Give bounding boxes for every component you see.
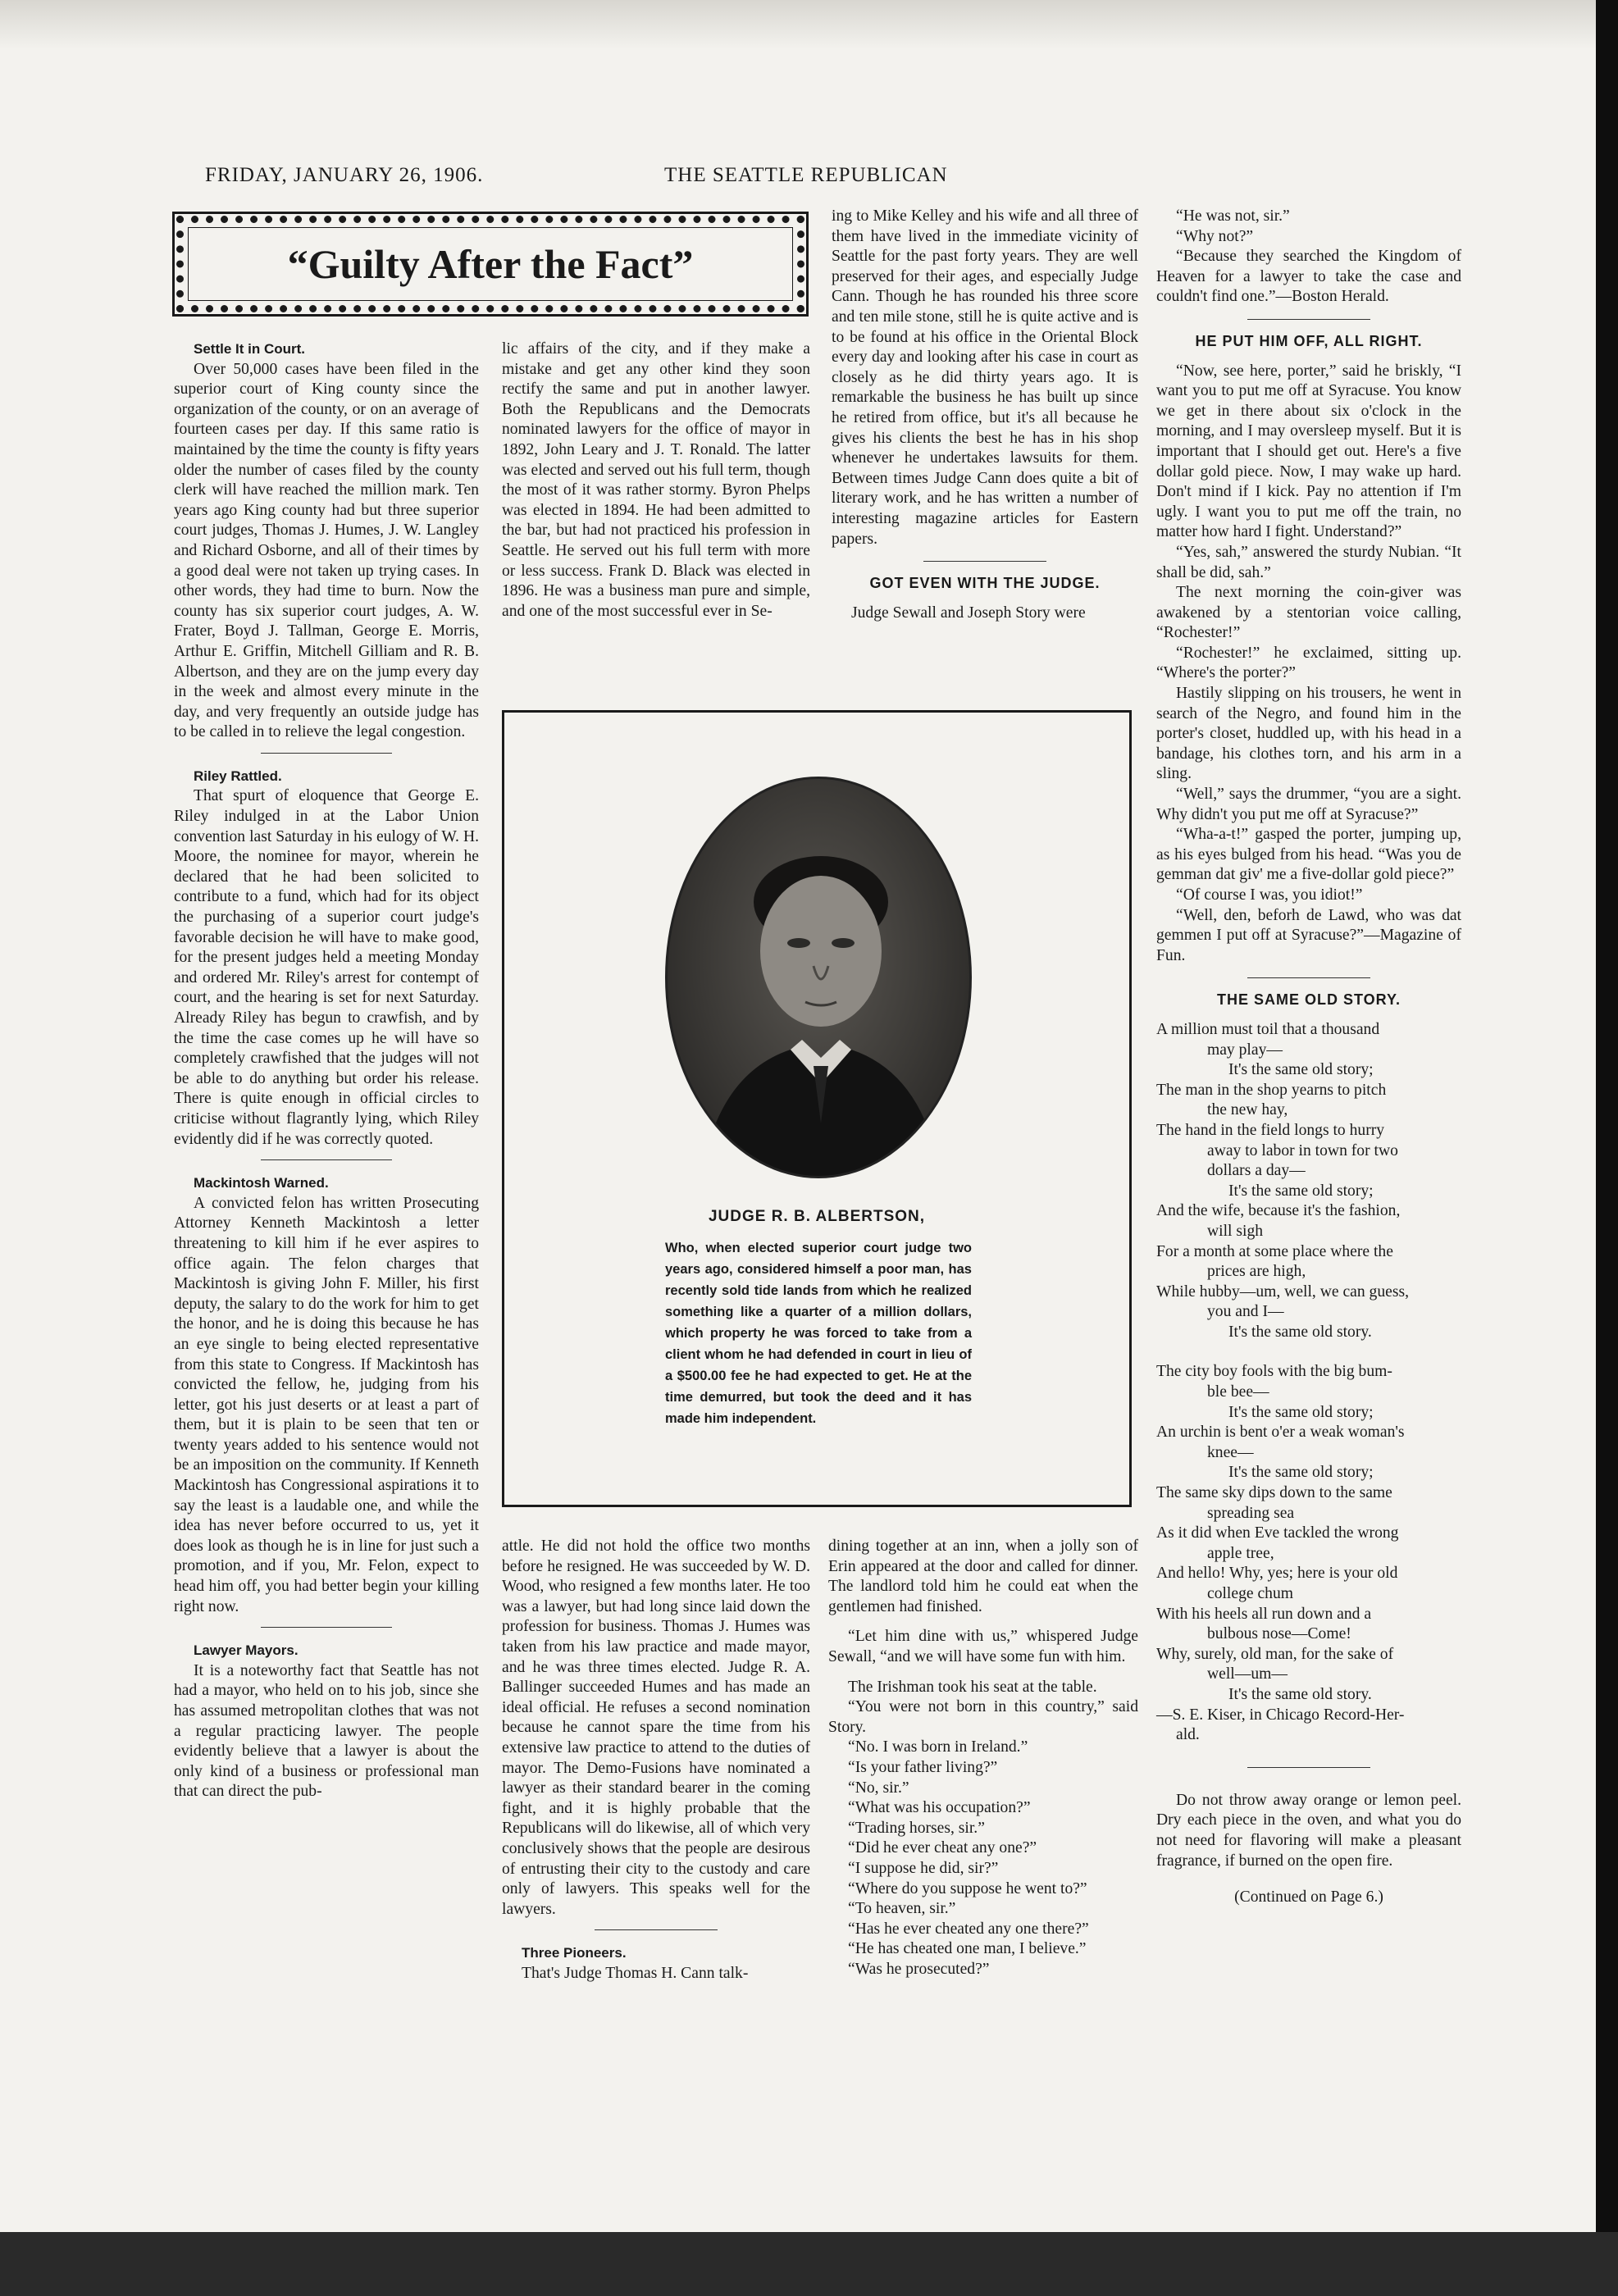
column-3-bottom (828, 1537, 1138, 1979)
poem-line: prices are high, (1207, 1263, 1306, 1281)
paragraph: “Yes, sah,” answered the sturdy Nubian. “It shall be did, sah.” (1156, 543, 1461, 581)
continued-notice: (Continued on Page 6.) (1234, 1888, 1383, 1906)
paragraph: The next morning the coin-giver was awakened by a stentorian voice calling, “Rochester!” (1156, 584, 1461, 642)
paragraph: A convicted felon has written Prosecuting Attorney Kenneth Mackintosh a letter threatening to kill him if he ever aspires to office again. The felon charges that Mackintosh is giving John F. Miller, his first deputy, the salary to do the work for him to get the honor, and he is doing this because he has an eye single to being elected representative from this state to Congress. If Mackintosh has convicted the fellow, he, judging from his letter, got his just deserts or at least a part of them, but it is plain to be seen that ten or twenty years added to his sentence would not be an imposition on the community. If Kenneth Mackintosh has Congressional aspirations it to say the least is a laudable one, and while the idea has never before occurred to us, yet it does look as though he is in line for just such a promotion, and if you, Mr. Felon, expect to head him off, you had better begin your killing right now. (174, 1194, 479, 1615)
divider (1247, 977, 1370, 978)
paragraph: It is a noteworthy fact that Seattle has not had a mayor, who held on to his job, since she has assumed metropolitan clothes that was not a regular practicing lawyer. The people evidently believe that a lawyer is about the only kind of a business or professional man that can direct the pub- (174, 1661, 479, 1801)
poem-line: may play— (1207, 1041, 1283, 1059)
poem-line: away to labor in town for two (1207, 1141, 1398, 1159)
divider (1247, 1767, 1370, 1768)
photo-caption-title: JUDGE R. B. ALBERTSON, (708, 1208, 926, 1225)
poem-line: And the wife, because it's the fashion, (1156, 1202, 1401, 1220)
poem-line: bulbous nose—Come! (1207, 1625, 1351, 1643)
dialogue-line: “Is your father living?” (848, 1758, 998, 1776)
title-box-inner-border (188, 227, 793, 301)
paragraph: “Now, see here, porter,” said he briskly, “I want you to put me off at Syracuse. You know we get in there about six o'clock in the morning, and I may oversleep myself. But it is important that I should get out. Here's a five dollar gold piece. Now, I may wake up hard. Don't mind if I kick. Pay no attention if I'm ugly. I want you to put me off the train, no matter how hard I fight. Understand?” (1156, 362, 1461, 541)
column-4 (1156, 207, 1461, 1908)
portrait-photo (665, 777, 972, 1178)
paragraph: “Well,” says the drummer, “you are a sight. Why didn't you put me off at Syracuse?” (1156, 786, 1461, 823)
dialogue-line: “No, sir.” (848, 1779, 909, 1797)
poem-line: It's the same old story; (1228, 1403, 1374, 1421)
paragraph: “Rochester!” he exclaimed, sitting up. “Where's the porter?” (1156, 644, 1461, 682)
divider (261, 753, 392, 754)
poem-line: The hand in the field longs to hurry (1156, 1121, 1385, 1139)
poem-line: dollars a day— (1207, 1162, 1306, 1180)
title-box (172, 212, 809, 317)
poem-line: spreading sea (1207, 1504, 1295, 1522)
dialogue-line: “No. I was born in Ireland.” (848, 1738, 1028, 1756)
poem-line: For a month at some place where the (1156, 1242, 1393, 1260)
poem-line: apple tree, (1207, 1544, 1274, 1562)
poem-line: Why, surely, old man, for the sake of (1156, 1645, 1394, 1663)
divider (595, 1929, 718, 1930)
dialogue-line: “Was he prosecuted?” (848, 1960, 990, 1978)
photo-caption: Who, when elected superior court judge two years ago, considered himself a poor man, has recently sold tide lands from which he realized something like a quarter of a million dollars, which property he was forced to take from a client whom he had defended in court in lieu of a $500.00 fee he had expected to get. He at the time demurred, but took the deed and it has made him independent. (665, 1241, 972, 1426)
paragraph: “Because they searched the Kingdom of Heaven for a lawyer to take the case and couldn't find one.”—Boston Herald. (1156, 248, 1461, 306)
column-3-top (832, 207, 1138, 623)
section-heading: GOT EVEN WITH THE JUDGE. (869, 575, 1101, 592)
poem-line: well—um— (1207, 1665, 1288, 1683)
poem-line: The man in the shop yearns to pitch (1156, 1081, 1387, 1099)
scan-edge-bottom (0, 2232, 1618, 2296)
paragraph: lic affairs of the city, and if they make a mistake and get any other kind they soon rectify the same and put in another lawyer. Both the Republicans and the Democrats nominated lawyers for the office of mayor in 1892, John Leary and J. T. Ronald. The latter was elected and served out his full term, though the most of it was rather stormy. Byron Phelps was elected in 1894. He had been admitted to the bar, but had not practiced his profession in Seattle. He served out his full term with more or less success. Frank D. Black was elected in 1896. He was a business man pure and simple, and one of the most successful ever in Se- (502, 340, 810, 620)
section-heading: Riley Rattled. (194, 768, 282, 784)
stanza-gap (1156, 1342, 1461, 1362)
dialogue-line: “Where do you suppose he went to?” (848, 1879, 1087, 1897)
paragraph: The Irishman took his seat at the table. (848, 1678, 1097, 1696)
paragraph: “Has he ever cheated any one there?” (848, 1920, 1089, 1938)
poem (1156, 1020, 1461, 1746)
poem-line: It's the same old story; (1228, 1464, 1374, 1482)
paragraph: Do not throw away orange or lemon peel. Dry each piece in the oven, and what you do not need for flavoring will make a pleasant fragrance, if burned on the open fire. (1156, 1791, 1461, 1870)
poem-line: As it did when Eve tackled the wrong (1156, 1524, 1399, 1542)
paragraph: Hastily slipping on his trousers, he went in search of the Negro, and found him in the porter's closet, huddled up, with his head in a bandage, his clothes torn, and his arm in a sling. (1156, 685, 1461, 783)
poem-line: the new hay, (1207, 1101, 1288, 1119)
poem-line: An urchin is bent o'er a weak woman's (1156, 1424, 1405, 1442)
paragraph: That spurt of eloquence that George E. Riley indulged in at the Labor Union convention last Saturday in his eulogy of W. H. Moore, the nominee for mayor, wherein he declared that he had been solicited to contribute to a fund, which had for its object the purchasing of a superior court judge's favorable decision he will have to make good, for the present judges held a meeting Monday and ordered Mr. Riley's arrest for contempt of court, and the hearing is set for next Saturday. Already Riley has begun to crawfish, and by the time the case comes up he will have so completely crawfished that the judges will not be able to do anything but order his release. There is quite enough in official circles to criticise without flagrantly lying, which Riley evidently did if he was correctly quoted. (174, 787, 479, 1148)
column-1 (174, 339, 479, 1802)
poem-line: A million must toil that a thousand (1156, 1020, 1380, 1038)
poem-line: college chum (1207, 1585, 1294, 1602)
issue-date: FRIDAY, JANUARY 26, 1906. (205, 164, 484, 186)
divider (261, 1627, 392, 1628)
scan-edge-right (1596, 0, 1618, 2296)
poem-line: It's the same old story; (1228, 1061, 1374, 1079)
dialogue-line: “Trading horses, sir.” (848, 1819, 985, 1837)
paragraph: “Of course I was, you idiot!” (1176, 886, 1363, 904)
newspaper-name: THE SEATTLE REPUBLICAN (664, 164, 948, 186)
paragraph: attle. He did not hold the office two months before he resigned. He was succeeded by W. D. Wood, who resigned a few months later. He too was a lawyer, but had long since laid down the profession for business. Thomas J. Humes was taken from his law practice and made mayor, and he was three times elected. Judge R. A. Ballinger succeeded Humes and has made an ideal official. He refuses a second nomination because he cannot spare the time from his extensive law practice to attend to the duties of mayor. The Demo-Fusions have nominated a lawyer as their standard bearer in the coming fight, and it is highly probable that the Republicans will do likewise, all of which very conclusively shows that the people are desirous of entrusting their city to the custody and care only of lawyers. This speaks well for the lawyers. (502, 1538, 810, 1918)
section-heading: Settle It in Court. (194, 341, 305, 357)
dialogue-line: “I suppose he did, sir?” (848, 1859, 999, 1877)
paragraph: “You were not born in this country,” said Story. (828, 1698, 1138, 1736)
poem-line: knee— (1207, 1443, 1254, 1461)
poem-line: It's the same old story. (1228, 1685, 1372, 1703)
paragraph: Over 50,000 cases have been filed in the superior court of King county since the organization of the county, or on an average of fourteen cases per day. If this same ratio is maintained by the time the county is fifty years older the number of cases filed by the county clerk will have reached the million mark. Ten years ago King county had but three superior court judges, Thomas J. Humes, J. W. Langley and Richard Osborne, and all of their times by a good deal were not taken up trying cases. In other words, they had time to burn. Now the county has six superior court judges, A. W. Frater, Boyd J. Tallman, George E. Morris, Arthur E. Griffin, Mitchell Gilliam and R. B. Albertson, and they are on the jump every day in the week and almost every minute in the day, and very frequently an outside judge has to be called in to relieve the legal congestion. (174, 360, 479, 741)
poem-line: you and I— (1207, 1303, 1284, 1321)
dialogue-line: “Did he ever cheat any one?” (848, 1839, 1037, 1857)
column-2-top (502, 339, 810, 622)
poem-line: will sigh (1207, 1222, 1264, 1240)
paragraph: “Wha-a-t!” gasped the porter, jumping up, as his eyes bulged from his head. “Was you de gemman dat giv' me a five-dollar gold piece?” (1156, 826, 1461, 884)
article-title: “Guilty After the Fact” (287, 241, 694, 287)
poem-line: The same sky dips down to the same (1156, 1484, 1392, 1502)
divider (923, 561, 1046, 562)
dialogue-line: “Why not?” (1176, 227, 1254, 245)
dialogue-line: “To heaven, sir.” (848, 1900, 956, 1918)
dialogue-line: “What was his occupation?” (848, 1799, 1031, 1817)
paragraph: dining together at an inn, when a jolly son of Erin appeared at the door and called for dinner. The landlord told him he could eat when the gentlemen had finished. (828, 1538, 1138, 1615)
poem-line: The city boy fools with the big bum- (1156, 1363, 1392, 1381)
paragraph: That's Judge Thomas H. Cann talk- (522, 1964, 749, 1982)
column-2-bottom (502, 1537, 810, 1984)
photo-box (502, 710, 1132, 1507)
paragraph: “Well, den, beforh de Lawd, who was dat gemmen I put off at Syracuse?”—Magazine of Fun. (1156, 906, 1461, 964)
poem-line: And hello! Why, yes; here is your old (1156, 1565, 1398, 1583)
section-heading: HE PUT HIM OFF, ALL RIGHT. (1195, 332, 1423, 349)
poem-attribution: ald. (1176, 1726, 1200, 1744)
section-heading: Mackintosh Warned. (194, 1175, 329, 1191)
section-heading: Three Pioneers. (522, 1945, 627, 1961)
poem-line: ble bee— (1207, 1383, 1269, 1401)
poem-line: With his heels all run down and a (1156, 1605, 1372, 1623)
paragraph: “Let him dine with us,” whispered Judge Sewall, “and we will have some fun with him. (828, 1628, 1138, 1665)
paragraph: ing to Mike Kelley and his wife and all three of them have lived in the immediate vicinity of Seattle for the past forty years. They are well preserved for their ages, and especially Judge Cann. Though he has rounded his three score and ten mile stone, still he is quite active and is to be found at his office in the Oriental Block every day and looking after his case in court as closely as he did thirty years ago. It is remarkable the business he has built up since he retired from office, but it's all because he gives his clients the best he has in his shop whenever he undertakes lawsuits for them. Between times Judge Cann does quite a bit of literary work, and he has written a number of interesting magazine articles for Eastern papers. (832, 207, 1138, 548)
divider (261, 1159, 392, 1160)
divider (1247, 319, 1370, 320)
paragraph: Judge Sewall and Joseph Story were (851, 604, 1086, 622)
poem-line: It's the same old story; (1228, 1182, 1374, 1200)
portrait-silhouette (668, 779, 972, 1178)
poem-attribution: —S. E. Kiser, in Chicago Record-Her- (1156, 1706, 1405, 1724)
section-heading: Lawyer Mayors. (194, 1642, 299, 1659)
dialogue-line: “He has cheated one man, I believe.” (848, 1940, 1087, 1958)
poem-line: It's the same old story. (1228, 1323, 1372, 1341)
section-heading: THE SAME OLD STORY. (1216, 991, 1402, 1009)
poem-line: While hubby—um, well, we can guess, (1156, 1282, 1409, 1301)
dialogue-line: “He was not, sir.” (1176, 207, 1290, 225)
